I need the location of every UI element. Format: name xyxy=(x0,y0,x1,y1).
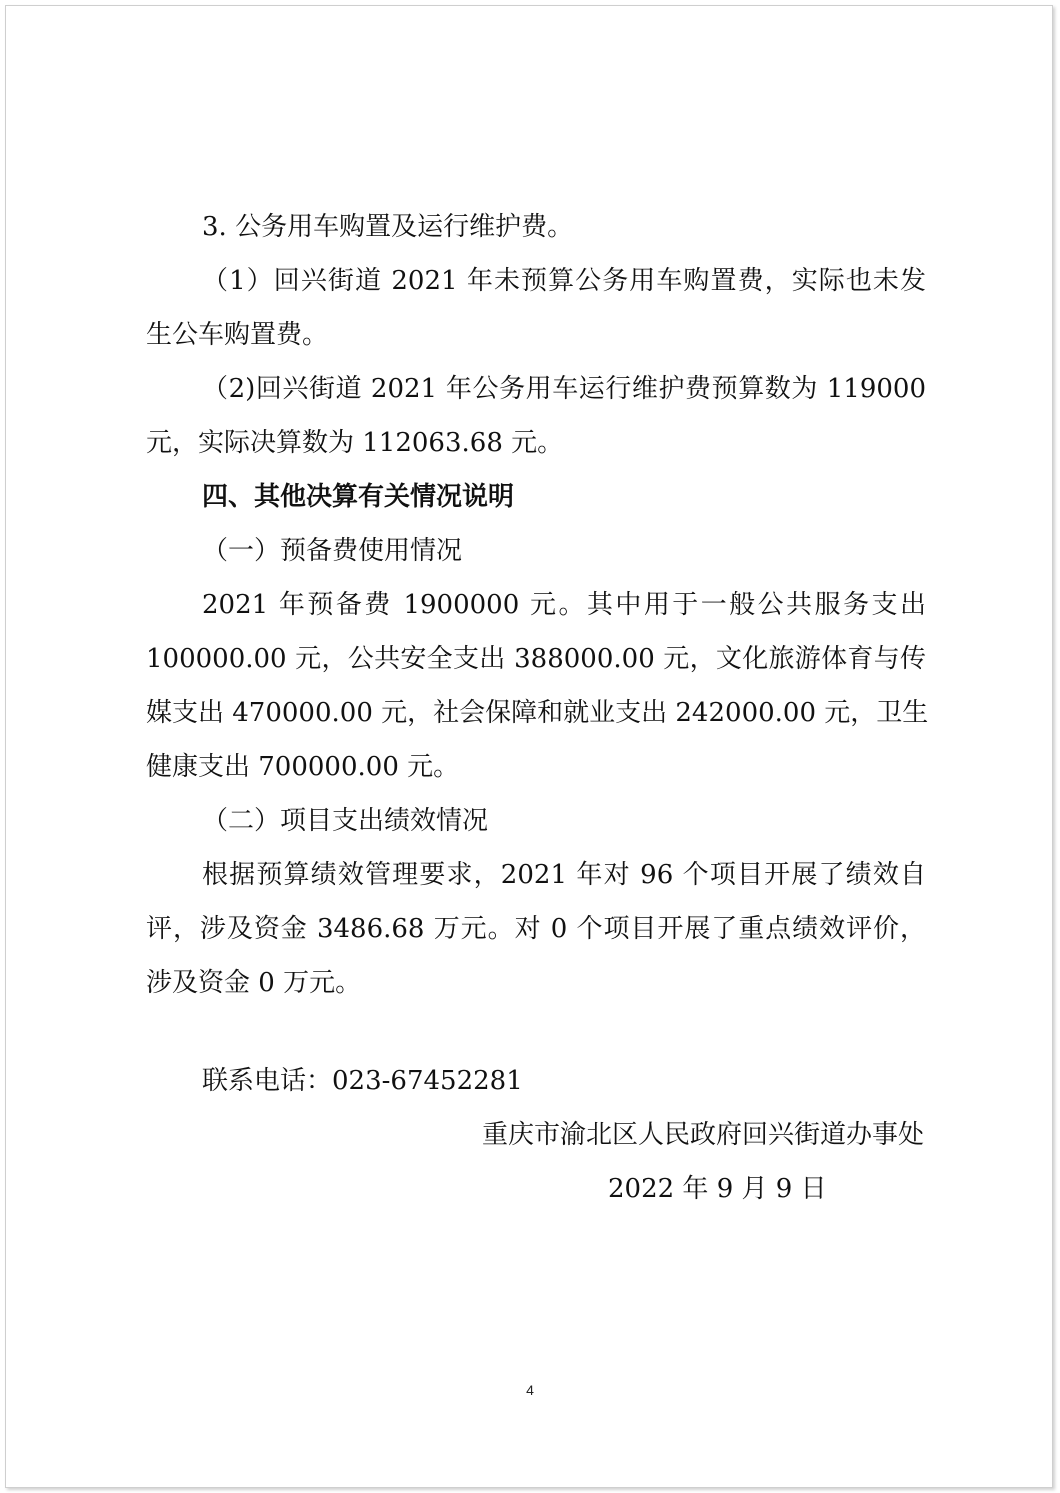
section-heading-other-notes: 四、其他决算有关情况说明 xyxy=(202,482,515,512)
paragraph-line: 健康支出 700000.00 元。 xyxy=(146,752,460,782)
page-number: 4 xyxy=(526,1382,534,1398)
paragraph-line: 评，涉及资金 3486.68 万元。对 0 个项目开展了重点绩效评价， xyxy=(146,914,926,944)
paragraph-line: 根据预算绩效管理要求，2021 年对 96 个项目开展了绩效自 xyxy=(202,860,926,890)
paragraph-line: 2021 年预备费 1900000 元。其中用于一般公共服务支出 xyxy=(202,590,926,620)
signing-organization: 重庆市渝北区人民政府回兴街道办事处 xyxy=(481,1120,924,1150)
paragraph-line: 100000.00 元，公共安全支出 388000.00 元，文化旅游体育与传 xyxy=(146,644,926,674)
paragraph-vehicle-maintenance xyxy=(146,362,926,470)
paragraph-line: 媒支出 470000.00 元，社会保障和就业支出 242000.00 元，卫生 xyxy=(146,698,929,728)
document-body xyxy=(146,200,929,1216)
section-heading-vehicle-costs: 3. 公务用车购置及运行维护费。 xyxy=(202,212,574,242)
paragraph-line: 生公车购置费。 xyxy=(146,320,329,350)
paragraph-reserve-fund xyxy=(146,578,929,794)
spacer xyxy=(146,1010,926,1054)
paragraph-line: 涉及资金 0 万元。 xyxy=(146,968,362,998)
paragraph-line: （2)回兴街道 2021 年公务用车运行维护费预算数为 119000 xyxy=(202,374,926,404)
subheading-reserve-fund: （一）预备费使用情况 xyxy=(202,536,463,566)
subheading-project-performance: （二）项目支出绩效情况 xyxy=(202,806,489,836)
paragraph-line: （1）回兴街道 2021 年未预算公务用车购置费，实际也未发 xyxy=(202,266,926,296)
signing-date: 2022 年 9 月 9 日 xyxy=(608,1174,827,1204)
paragraph-line: 元，实际决算数为 112063.68 元。 xyxy=(146,428,564,458)
paragraph-vehicle-purchase xyxy=(146,254,926,362)
paragraph-project-performance xyxy=(146,848,926,1010)
contact-phone: 联系电话：023-67452281 xyxy=(202,1066,523,1096)
